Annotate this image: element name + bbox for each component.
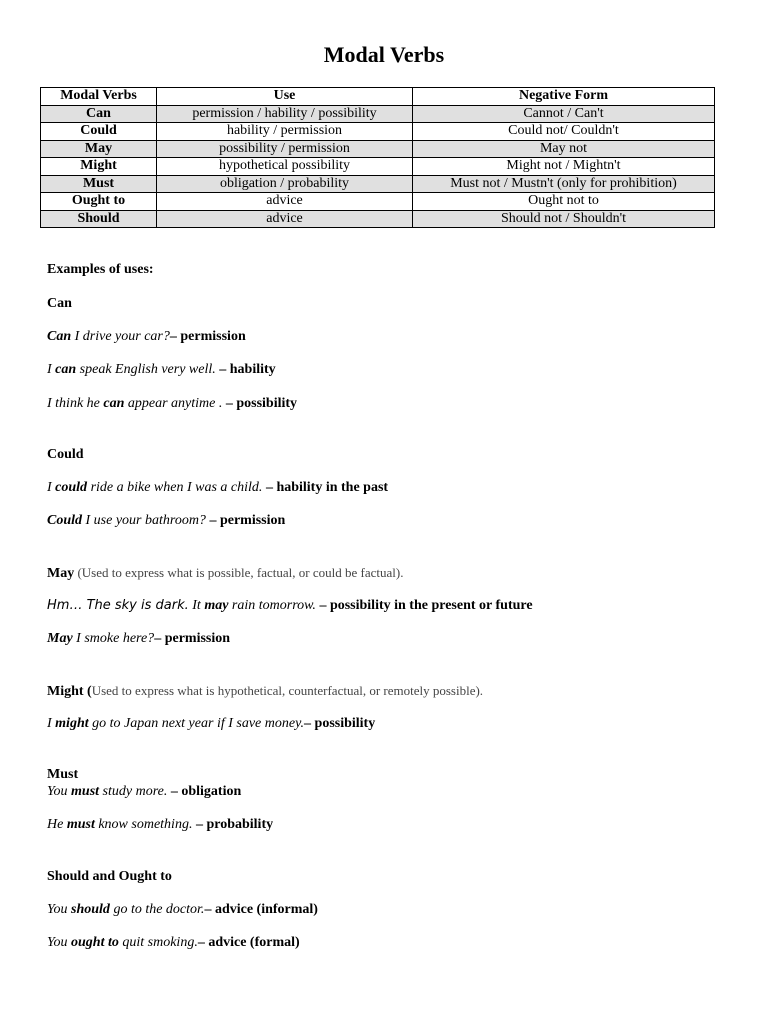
modal-verb: may — [204, 598, 229, 613]
cell-negative: Cannot / Can't — [413, 105, 715, 123]
table-row — [41, 210, 715, 228]
example-sentence — [47, 362, 276, 378]
header-modal-verbs: Modal Verbs — [41, 88, 157, 106]
sentence-text: rain tomorrow. — [228, 598, 320, 613]
section-note: (Used to express what is possible, factual, or could be factual). — [74, 565, 404, 580]
sentence-text: go to Japan next year if I save money. — [88, 716, 305, 731]
modal-verb: can — [103, 396, 125, 411]
modal-verb: Can — [47, 329, 72, 344]
cell-negative: Ought not to — [413, 193, 715, 211]
section-heading-must: Must — [47, 767, 79, 782]
modal-verb: May — [47, 631, 73, 646]
table-row — [41, 123, 715, 141]
sentence-text: You — [47, 784, 72, 799]
example-sentence — [47, 396, 297, 412]
modal-verb: might — [55, 716, 89, 731]
sentence-text: I use your bathroom? — [82, 513, 210, 528]
table-row — [41, 175, 715, 193]
table-header-row — [41, 88, 715, 106]
example-sentence — [47, 480, 388, 496]
sentence-text: You — [47, 902, 72, 917]
example-sentence — [47, 598, 533, 614]
sentence-text: Hm… The sky is dark. — [47, 598, 189, 613]
sentence-text: speak English very well. — [76, 362, 220, 377]
cell-verb: Must — [41, 175, 157, 193]
sentence-text: go to the doctor. — [109, 902, 205, 917]
example-sentence — [47, 716, 375, 732]
sentence-text: I — [47, 480, 56, 495]
modal-verb: must — [66, 817, 95, 832]
sentence-text: I — [47, 362, 56, 377]
cell-verb: Could — [41, 123, 157, 141]
cell-verb: Ought to — [41, 193, 157, 211]
usage-label: – permission — [169, 329, 246, 344]
cell-negative: Could not/ Couldn't — [413, 123, 715, 141]
table-row — [41, 140, 715, 158]
usage-label: – permission — [209, 513, 286, 528]
section-heading-may — [47, 565, 403, 582]
cell-verb: Might — [41, 158, 157, 176]
section-heading-can: Can — [47, 296, 72, 311]
sentence-text: I drive your car? — [71, 329, 170, 344]
modal-verb: can — [55, 362, 77, 377]
usage-label: – permission — [154, 631, 231, 646]
usage-label: – obligation — [170, 784, 242, 799]
cell-negative: May not — [413, 140, 715, 158]
modal-verb: must — [71, 784, 100, 799]
cell-use: advice — [157, 193, 413, 211]
table-row — [41, 105, 715, 123]
sentence-text: You — [47, 935, 72, 950]
usage-label: – possibility — [304, 716, 376, 731]
section-heading-could: Could — [47, 447, 84, 462]
section-heading-might — [47, 683, 483, 700]
cell-use: permission / hability / possibility — [157, 105, 413, 123]
example-sentence — [47, 902, 318, 918]
table-row — [41, 158, 715, 176]
sentence-text: ride a bike when I was a child. — [87, 480, 266, 495]
usage-label: – possibility in the present or future — [319, 598, 533, 613]
cell-negative: Might not / Mightn't — [413, 158, 715, 176]
sentence-text: quit smoking. — [118, 935, 198, 950]
sentence-text: I smoke here? — [72, 631, 155, 646]
modal-verb: should — [71, 902, 110, 917]
example-sentence — [47, 513, 285, 529]
example-sentence — [47, 935, 300, 951]
example-sentence — [47, 631, 230, 647]
header-use: Use — [157, 88, 413, 106]
cell-verb: Can — [41, 105, 157, 123]
modal-verb: ought to — [71, 935, 119, 950]
sentence-text: It — [188, 598, 205, 613]
modal-verb: Could — [47, 513, 83, 528]
table-row — [41, 193, 715, 211]
example-sentence — [47, 329, 246, 345]
cell-use: obligation / probability — [157, 175, 413, 193]
usage-label: – hability in the past — [265, 480, 389, 495]
cell-negative: Must not / Mustn't (only for prohibition) — [413, 175, 715, 193]
cell-negative: Should not / Shouldn't — [413, 210, 715, 228]
sentence-text: I think he — [47, 396, 104, 411]
cell-verb: Should — [41, 210, 157, 228]
sentence-text: appear anytime . — [124, 396, 226, 411]
usage-label: – advice (informal) — [204, 902, 318, 917]
cell-verb: May — [41, 140, 157, 158]
cell-use: advice — [157, 210, 413, 228]
sentence-text: study more. — [99, 784, 171, 799]
section-note: Used to express what is hypothetical, counterfactual, or remotely possible). — [91, 683, 484, 698]
section-heading-should: Should and Ought to — [47, 869, 172, 884]
example-sentence — [47, 817, 273, 833]
cell-use: possibility / permission — [157, 140, 413, 158]
sentence-text: know something. — [94, 817, 196, 832]
usage-label: – possibility — [225, 396, 298, 411]
section-heading-label: Might ( — [47, 684, 92, 699]
sentence-text: He — [47, 817, 67, 832]
example-sentence — [47, 784, 241, 800]
document-title: Modal Verbs — [323, 42, 445, 67]
header-negative-form: Negative Form — [413, 88, 715, 106]
cell-use: hability / permission — [157, 123, 413, 141]
modal-verbs-table — [40, 87, 715, 228]
usage-label: – advice (formal) — [197, 935, 300, 950]
usage-label: – probability — [195, 817, 274, 832]
sentence-text: I — [47, 716, 56, 731]
examples-heading: Examples of uses: — [47, 262, 154, 277]
section-heading-label: May — [47, 566, 75, 581]
cell-use: hypothetical possibility — [157, 158, 413, 176]
usage-label: – hability — [219, 362, 276, 377]
modal-verb: could — [55, 480, 88, 495]
